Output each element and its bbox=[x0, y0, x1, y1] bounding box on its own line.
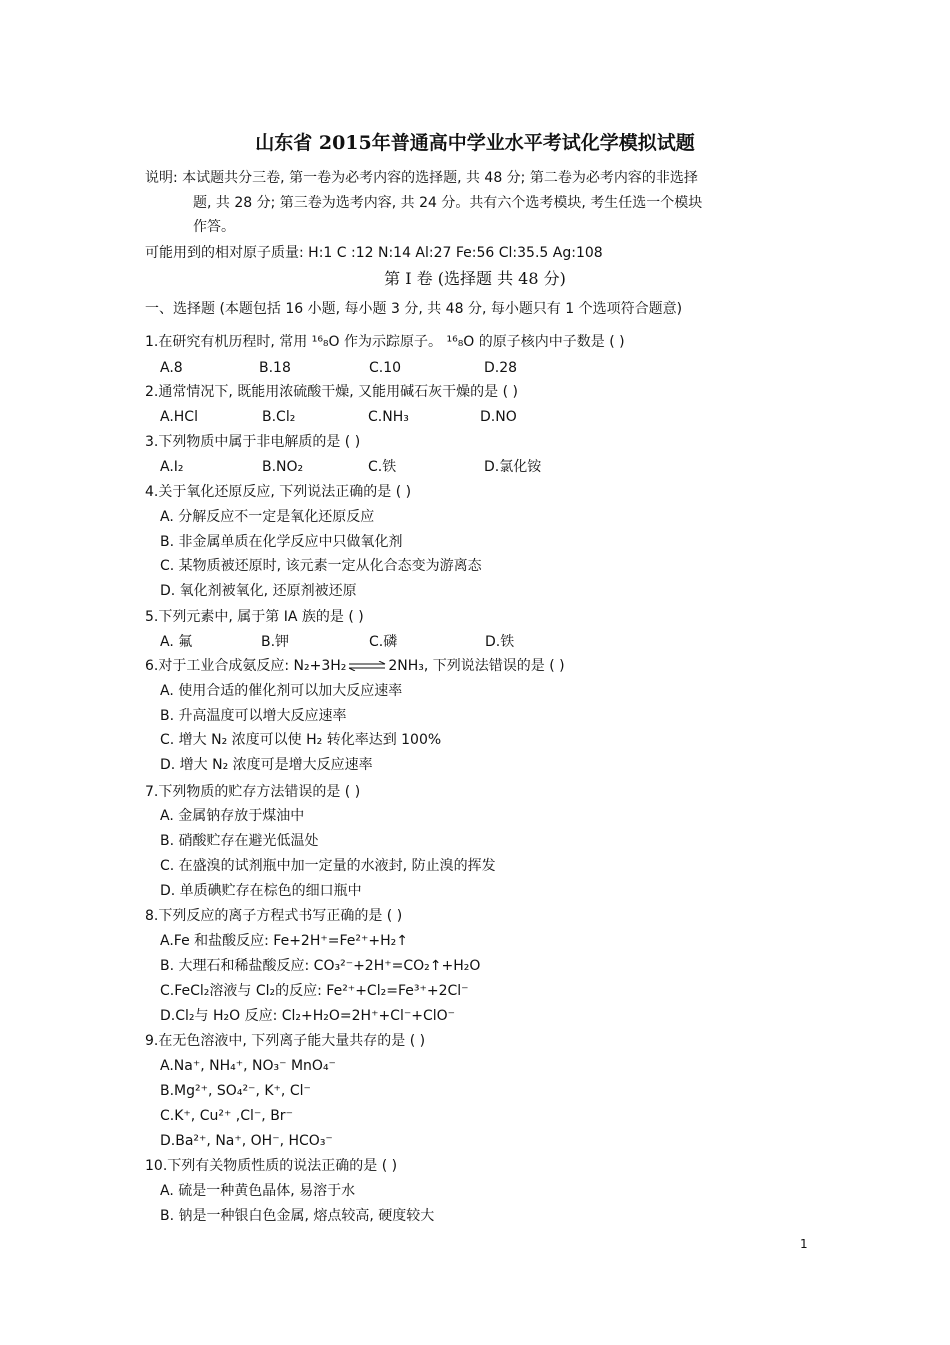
question-4-option-d: D. 氧化剂被氧化, 还原剂被还原 bbox=[160, 583, 357, 599]
question-3-option-a: A.I₂ bbox=[160, 459, 184, 475]
question-8-option-c: C.FeCl₂溶液与 Cl₂的反应: Fe²⁺+Cl₂=Fe³⁺+2Cl⁻ bbox=[160, 983, 469, 999]
question-8-option-b: B. 大理石和稀盐酸反应: CO₃²⁻+2H⁺=CO₂↑+H₂O bbox=[160, 958, 481, 974]
question-5-stem: 5.下列元素中, 属于第 IA 族的是 ( ) bbox=[145, 609, 364, 625]
question-6-stem-right: 2NH₃, 下列说法错误的是 ( ) bbox=[388, 658, 565, 674]
question-6-option-a: A. 使用合适的催化剂可以加大反应速率 bbox=[160, 683, 403, 699]
question-4-stem: 4.关于氧化还原反应, 下列说法正确的是 ( ) bbox=[145, 484, 412, 500]
question-9-option-b: B.Mg²⁺, SO₄²⁻, K⁺, Cl⁻ bbox=[160, 1083, 311, 1099]
question-7-stem: 7.下列物质的贮存方法错误的是 ( ) bbox=[145, 784, 361, 800]
question-2-stem: 2.通常情况下, 既能用浓硫酸干燥, 又能用碱石灰干燥的是 ( ) bbox=[145, 384, 518, 400]
question-7-option-d: D. 单质碘贮存在棕色的细口瓶中 bbox=[160, 883, 362, 899]
question-10-option-b: B. 钠是一种银白色金属, 熔点较高, 硬度较大 bbox=[160, 1208, 435, 1224]
question-1-option-c: C.10 bbox=[369, 360, 402, 376]
volume-title: 第 I 卷 (选择题 共 48 分) bbox=[384, 269, 566, 288]
section-heading: 一、选择题 (本题包括 16 小题, 每小题 3 分, 共 48 分, 每小题只有 1 个选项符合题意) bbox=[145, 301, 683, 317]
question-1-option-a: A.8 bbox=[160, 360, 183, 376]
question-6-option-d: D. 增大 N₂ 浓度可是增大反应速率 bbox=[160, 757, 373, 773]
question-2-option-c: C.NH₃ bbox=[368, 409, 409, 425]
intro-line-3: 作答。 bbox=[193, 219, 235, 235]
question-3-option-c: C.铁 bbox=[368, 459, 397, 475]
question-5-option-d: D.铁 bbox=[485, 634, 515, 650]
question-6-stem bbox=[145, 656, 565, 676]
question-7-option-a: A. 金属钠存放于煤油中 bbox=[160, 808, 305, 824]
question-9-option-c: C.K⁺, Cu²⁺ ,Cl⁻, Br⁻ bbox=[160, 1108, 293, 1124]
reversible-arrow-icon bbox=[348, 661, 386, 671]
question-5-option-a: A. 氟 bbox=[160, 634, 193, 650]
question-1-stem: 1.在研究有机历程时, 常用 ¹⁶₈O 作为示踪原子。 ¹⁶₈O 的原子核内中子数是 ( ) bbox=[145, 334, 625, 350]
question-6-stem-left: 6.对于工业合成氨反应: N₂+3H₂ bbox=[145, 658, 347, 674]
atomic-masses: 可能用到的相对原子质量: H:1 C :12 N:14 Al:27 Fe:56 Cl:35.5 Ag:108 bbox=[145, 245, 603, 261]
question-7-option-c: C. 在盛溴的试剂瓶中加一定量的水液封, 防止溴的挥发 bbox=[160, 858, 496, 874]
question-1-option-d: D.28 bbox=[484, 360, 518, 376]
question-8-option-a: A.Fe 和盐酸反应: Fe+2H⁺=Fe²⁺+H₂↑ bbox=[160, 933, 408, 949]
question-7-option-b: B. 硝酸贮存在避光低温处 bbox=[160, 833, 319, 849]
question-9-option-a: A.Na⁺, NH₄⁺, NO₃⁻ MnO₄⁻ bbox=[160, 1058, 336, 1074]
question-6-option-c: C. 增大 N₂ 浓度可以使 H₂ 转化率达到 100% bbox=[160, 732, 442, 748]
question-10-option-a: A. 硫是一种黄色晶体, 易溶于水 bbox=[160, 1183, 356, 1199]
question-3-stem: 3.下列物质中属于非电解质的是 ( ) bbox=[145, 434, 361, 450]
question-4-option-a: A. 分解反应不一定是氧化还原反应 bbox=[160, 509, 375, 525]
intro-line-2: 题, 共 28 分; 第三卷为选考内容, 共 24 分。共有六个选考模块, 考生任选一个模块 bbox=[193, 195, 703, 211]
question-10-stem: 10.下列有关物质性质的说法正确的是 ( ) bbox=[145, 1158, 398, 1174]
page-title: 山东省 2015年普通高中学业水平考试化学模拟试题 bbox=[255, 132, 695, 154]
intro-line-1: 说明: 本试题共分三卷, 第一卷为必考内容的选择题, 共 48 分; 第二卷为必考内容的非选择 bbox=[145, 170, 698, 186]
question-3-option-b: B.NO₂ bbox=[262, 459, 304, 475]
question-1-option-b: B.18 bbox=[259, 360, 291, 376]
question-9-stem: 9.在无色溶液中, 下列离子能大量共存的是 ( ) bbox=[145, 1033, 426, 1049]
question-2-option-d: D.NO bbox=[480, 409, 517, 425]
question-3-option-d: D.氯化铵 bbox=[484, 459, 542, 475]
question-2-option-b: B.Cl₂ bbox=[262, 409, 296, 425]
question-8-stem: 8.下列反应的离子方程式书写正确的是 ( ) bbox=[145, 908, 403, 924]
question-6-option-b: B. 升高温度可以增大反应速率 bbox=[160, 708, 347, 724]
question-8-option-d: D.Cl₂与 H₂O 反应: Cl₂+H₂O=2H⁺+Cl⁻+ClO⁻ bbox=[160, 1008, 456, 1024]
question-2-option-a: A.HCl bbox=[160, 409, 198, 425]
question-5-option-c: C.磷 bbox=[369, 634, 398, 650]
question-5-option-b: B.钾 bbox=[261, 634, 290, 650]
page-number: 1 bbox=[800, 1237, 808, 1251]
question-4-option-b: B. 非金属单质在化学反应中只做氧化剂 bbox=[160, 534, 403, 550]
question-4-option-c: C. 某物质被还原时, 该元素一定从化合态变为游离态 bbox=[160, 558, 482, 574]
question-9-option-d: D.Ba²⁺, Na⁺, OH⁻, HCO₃⁻ bbox=[160, 1133, 333, 1149]
